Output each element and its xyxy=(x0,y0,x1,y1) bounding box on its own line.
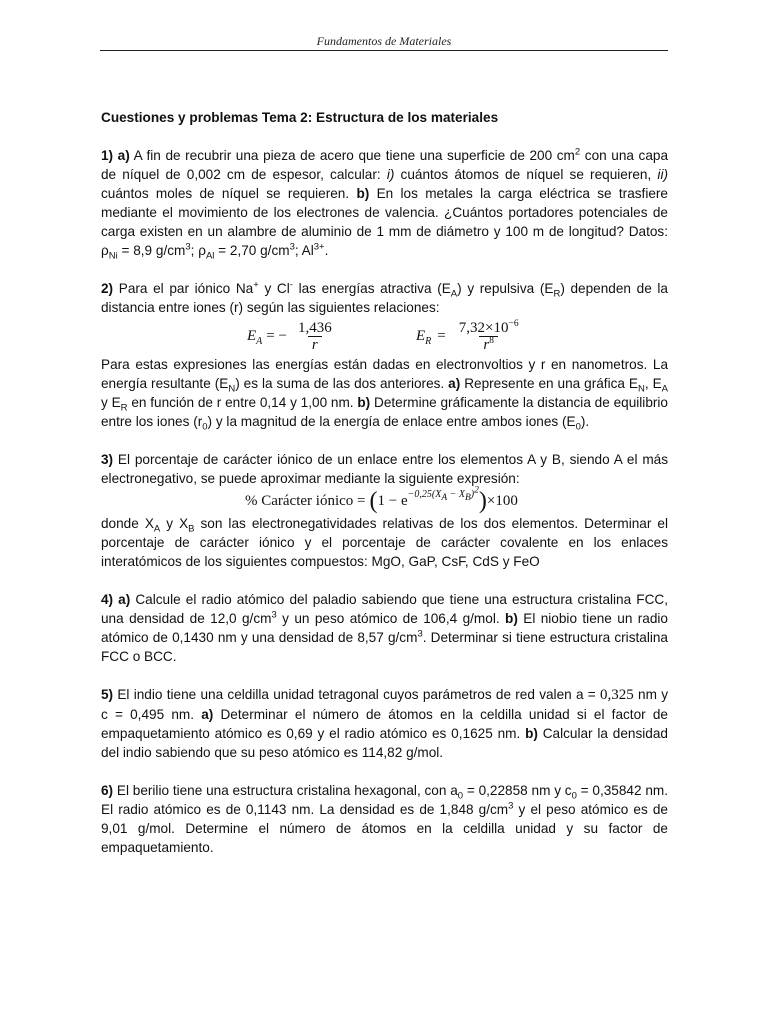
formula-attractive-energy: $E_A$ = − $\frac{1,436}{r}$ xyxy=(247,319,332,353)
problem-2-intro: 2) Para el par iónico Na+ y Cl- las energías atractiva $(E_A)$ y repulsiva $(E_R)$ dependen de la distancia entre iones (r) según las siguientes relaciones: xyxy=(101,279,668,315)
formula-repulsive-energy: $E_R$ = $\frac{7,32\times 10^{-6}}{r^8}$ xyxy=(416,318,519,353)
problem-2 xyxy=(101,279,668,431)
problem-1-text: 1) a) A fin de recubrir una pieza de acero que tiene una superficie de 200 $cm^2$ con una capa de níquel de 0,002 cm de espesor, calcular: i) cuántos átomos de níquel se requieren, ii) cuántos moles de níquel se requieren. b) En los metales la carga eléctrica se trasfiere mediante el movimiento de los electrones de valencia. ¿Cuántos portadores potenciales de carga existen en un alambre de aluminio de 1 mm de diámetro y 100 m de longitud? Datos: $\rho_{Ni} = 8,9$ $g/cm^3$; $\rho_{Al} = 2,70$ $g/cm^3$; $Al^{3+}$. xyxy=(101,146,669,262)
problem-4-text: 4) a) Calcule el radio atómico del paladio sabiendo que tiene una estructura cristalina FCC, una densidad de 12,0 $g/cm^3$ y un peso atómico de 106,4 g/mol. b) El niobio tiene un radio atómico de 0,1430 nm y una densidad de 8,57 $g/cm^3$. Determinar si tiene estructura cristalina FCC o BCC. xyxy=(101,592,668,664)
problem-3-intro: 3) El porcentaje de carácter iónico de un enlace entre los elementos A y B, siendo A el más electronegativo, se puede aproximar mediante la siguiente expresión: xyxy=(101,452,668,486)
problem-5-text: 5) El indio tiene una celdilla unidad tetragonal cuyos parámetros de red valen a = 0,325 nm y c = 0,495 nm. a) Determinar el número de átomos en la celdilla unidad si el factor de empaquetamiento atómico es 0,69 y el radio atómico es 0,1625 nm. b) Calcular la densidad del indio sabiendo que su peso atómico es 114,82 g/mol. xyxy=(101,687,668,760)
problem-6 xyxy=(101,781,668,857)
problem-3 xyxy=(101,450,668,571)
header-rule xyxy=(100,50,668,51)
problem-4 xyxy=(101,590,668,666)
problem-3-text: donde $X_A$ y $X_B$ son las electronegatividades relativas de los dos elementos. Determinar el porcentaje de carácter iónico y el porcentaje de carácter covalente en los enlaces interatómicos de los siguientes compuestos: MgO, GaP, CsF, CdS y FeO xyxy=(101,516,668,569)
problem-6-text: 6) El berilio tiene una estructura cristalina hexagonal, con $a_0 = 0,22858$ nm y $c_0 = 0,35842$ nm. El radio atómico es de 0,1143 nm. La densidad es de 1,848 $g/cm^3$ y el peso atómico es de 9,01 g/mol. Determine el número de átomos en la celdilla unidad y su factor de empaquetamiento. xyxy=(101,783,668,855)
running-header: Fundamentos de Materiales xyxy=(316,34,452,48)
problem-1 xyxy=(101,146,668,260)
energy-formulas xyxy=(101,317,668,355)
document-title: Cuestiones y problemas Tema 2: Estructura de los materiales xyxy=(101,110,499,125)
ionic-character-formula: % Carácter iónico = ( 1 − e $-0,25(X_A - X_B)^2$ ) ×100 xyxy=(245,485,518,514)
problem-5 xyxy=(101,685,668,762)
document-body xyxy=(101,108,668,876)
problem-2-text: Para estas expresiones las energías están dadas en electronvoltios y r en nanometros. La energía resultante $(E_N)$ es la suma de las dos anteriores. a) Represente en una gráfica $E_N$, $E_A$ y $E_R$ en función de r entre 0,14 y 1,00 nm. b) Determine gráficamente la distancia de equilibrio entre los iones $(r_0)$ y la magnitud de la energía de enlace entre ambos iones $(E_0)$. xyxy=(101,357,669,433)
